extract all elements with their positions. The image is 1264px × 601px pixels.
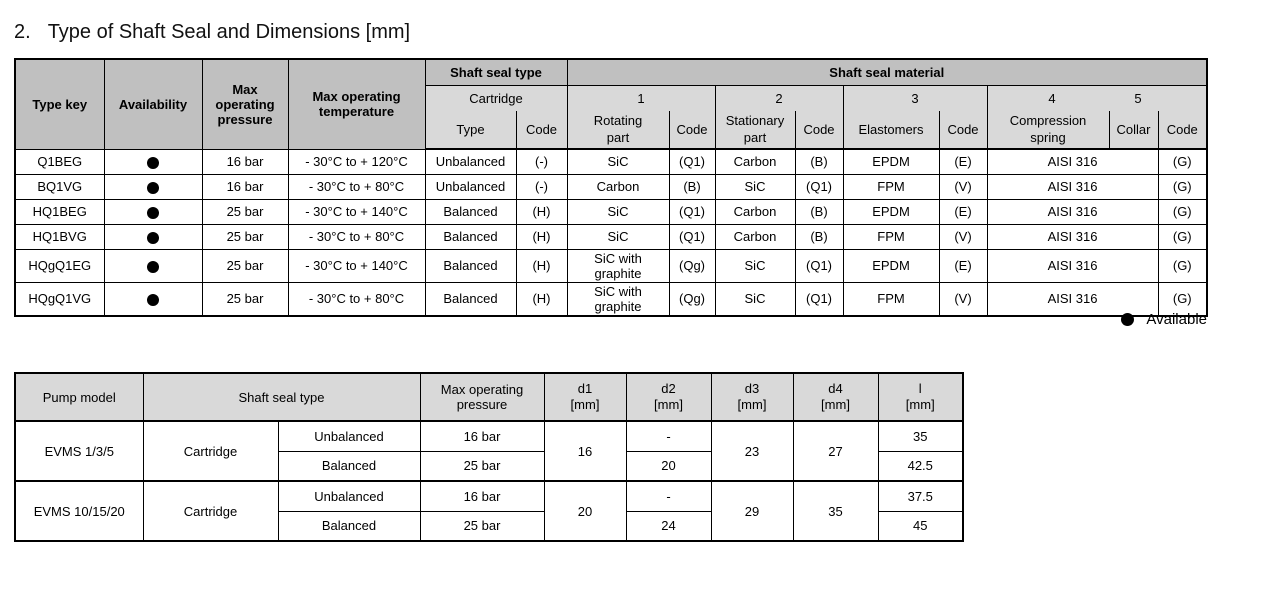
seal-type-code-cell: (H) [516,199,567,224]
col-header-type-key: Type key [15,59,104,149]
material-group-3: 3 [843,85,987,111]
rotating-code-cell: (Q1) [669,224,715,249]
stationary-code-cell: (Q1) [795,249,843,282]
availability-dot-icon [147,261,159,273]
spring-code-cell: (G) [1158,224,1207,249]
type-key-cell: HQ1BEG [15,199,104,224]
col-header-availability: Availability [104,59,202,149]
col-header-pump-model: Pump model [15,373,143,421]
seal-row-hq1beg [15,199,1207,224]
spring-cell: AISI 316 [987,282,1158,316]
temperature-cell: - 30°C to + 120°C [288,149,425,174]
d1-cell: 16 [544,421,626,481]
seal-type-code-cell: (H) [516,249,567,282]
d4-cell: 35 [793,481,878,541]
availability-dot-icon [147,294,159,306]
spring-code-cell: (G) [1158,249,1207,282]
subcol-stationary-code: Code [795,111,843,149]
subcol-elastomers-code: Code [939,111,987,149]
l-cell: 37.5 [878,481,963,511]
elastomers-code-cell: (E) [939,249,987,282]
elastomers-code-cell: (E) [939,149,987,174]
seal-type-code-cell: (H) [516,282,567,316]
col-header-max-pressure: Max operating pressure [202,59,288,149]
stationary-part-cell: SiC [715,174,795,199]
spring-code-cell: (G) [1158,282,1207,316]
cartridge-cell: Cartridge [143,481,278,541]
rotating-code-cell: (Qg) [669,249,715,282]
pressure-cell: 16 bar [202,174,288,199]
l-cell: 35 [878,421,963,451]
type-key-cell: HQ1BVG [15,224,104,249]
l-cell: 42.5 [878,451,963,481]
stationary-part-cell: Carbon [715,199,795,224]
col-header-d3: d3 [mm] [711,373,793,421]
availability-cell [104,174,202,199]
seal-balance-cell: Balanced [278,451,420,481]
d2-cell: - [626,481,711,511]
col-header-max-pressure: Max operating pressure [420,373,544,421]
subgroup-cartridge: Cartridge [425,85,567,111]
temperature-cell: - 30°C to + 80°C [288,282,425,316]
spring-cell: AISI 316 [987,249,1158,282]
material-group-2: 2 [715,85,843,111]
elastomers-code-cell: (V) [939,282,987,316]
material-group-4: 4 [1048,90,1056,106]
temperature-cell: - 30°C to + 80°C [288,224,425,249]
dims-row [15,481,963,511]
material-group-1: 1 [567,85,715,111]
group-header-shaft-seal-material: Shaft seal material [567,59,1207,85]
stationary-code-cell: (Q1) [795,282,843,316]
d2-cell: 20 [626,451,711,481]
seal-row-hqgq1eg [15,249,1207,282]
seal-type-code-cell: (-) [516,174,567,199]
subcol-spring-code: Code [1158,111,1207,149]
group-header-shaft-seal-type: Shaft seal type [425,59,567,85]
section-title-text: Type of Shaft Seal and Dimensions [mm] [47,21,411,43]
pressure-cell: 25 bar [202,224,288,249]
temperature-cell: - 30°C to + 80°C [288,174,425,199]
elastomers-cell: FPM [843,174,939,199]
availability-dot-icon [147,182,159,194]
shaft-seal-spec-table [14,58,1208,317]
seal-type-code-cell: (-) [516,149,567,174]
subcol-compression-spring: Compression spring [987,111,1109,149]
seal-row-q1beg [15,149,1207,174]
spring-code-cell: (G) [1158,199,1207,224]
rotating-code-cell: (Q1) [669,149,715,174]
seal-type-code-cell: (H) [516,224,567,249]
available-dot-icon [1121,313,1134,326]
pressure-cell: 25 bar [202,282,288,316]
col-header-max-temperature: Max operating temperature [288,59,425,149]
type-key-cell: Q1BEG [15,149,104,174]
stationary-part-cell: Carbon [715,149,795,174]
subcol-type-code: Code [516,111,567,149]
col-header-d2: d2 [mm] [626,373,711,421]
seal-balance-cell: Unbalanced [278,481,420,511]
material-group-4-5 [987,85,1207,111]
pressure-cell: 25 bar [202,249,288,282]
seal-type-cell: Unbalanced [425,149,516,174]
rotating-part-cell: Carbon [567,174,669,199]
stationary-part-cell: Carbon [715,224,795,249]
pressure-cell: 16 bar [420,421,544,451]
elastomers-cell: FPM [843,224,939,249]
availability-cell [104,199,202,224]
pressure-cell: 25 bar [202,199,288,224]
subcol-rotating-part: Rotating part [567,111,669,149]
spring-cell: AISI 316 [987,149,1158,174]
d3-cell: 29 [711,481,793,541]
rotating-code-cell: (Q1) [669,199,715,224]
rotating-code-cell: (B) [669,174,715,199]
col-header-d1: d1 [mm] [544,373,626,421]
availability-legend [1121,311,1207,328]
subcol-rotating-code: Code [669,111,715,149]
type-key-cell: BQ1VG [15,174,104,199]
rotating-part-cell: SiC with graphite [567,282,669,316]
availability-dot-icon [147,207,159,219]
col-header-shaft-seal-type: Shaft seal type [143,373,420,421]
seal-type-cell: Balanced [425,249,516,282]
spring-cell: AISI 316 [987,224,1158,249]
section-title [14,20,410,44]
type-key-cell: HQgQ1VG [15,282,104,316]
availability-cell [104,249,202,282]
spring-cell: AISI 316 [987,174,1158,199]
seal-type-cell: Balanced [425,282,516,316]
availability-dot-icon [147,232,159,244]
seal-balance-cell: Unbalanced [278,421,420,451]
rotating-part-cell: SiC with graphite [567,249,669,282]
pump-dimensions-table [14,372,964,542]
rotating-part-cell: SiC [567,199,669,224]
elastomers-code-cell: (V) [939,174,987,199]
d4-cell: 27 [793,421,878,481]
elastomers-code-cell: (V) [939,224,987,249]
pressure-cell: 16 bar [202,149,288,174]
pump-model-cell: EVMS 1/3/5 [15,421,143,481]
pressure-cell: 25 bar [420,451,544,481]
seal-row-hq1bvg [15,224,1207,249]
cartridge-cell: Cartridge [143,421,278,481]
seal-row-bq1vg [15,174,1207,199]
elastomers-cell: EPDM [843,199,939,224]
subcol-type: Type [425,111,516,149]
d3-cell: 23 [711,421,793,481]
dims-row [15,421,963,451]
pump-model-cell: EVMS 10/15/20 [15,481,143,541]
temperature-cell: - 30°C to + 140°C [288,199,425,224]
elastomers-cell: EPDM [843,249,939,282]
subcol-elastomers: Elastomers [843,111,939,149]
seal-type-cell: Balanced [425,199,516,224]
legend-label: Available [1146,311,1207,328]
col-header-l: l [mm] [878,373,963,421]
stationary-code-cell: (Q1) [795,174,843,199]
material-group-5: 5 [1134,90,1142,106]
d2-cell: 24 [626,511,711,541]
stationary-part-cell: SiC [715,249,795,282]
stationary-part-cell: SiC [715,282,795,316]
elastomers-cell: FPM [843,282,939,316]
availability-cell [104,282,202,316]
spring-code-cell: (G) [1158,149,1207,174]
l-cell: 45 [878,511,963,541]
spring-code-cell: (G) [1158,174,1207,199]
subcol-collar: Collar [1109,111,1158,149]
seal-balance-cell: Balanced [278,511,420,541]
elastomers-cell: EPDM [843,149,939,174]
section-number: 2. [14,21,31,43]
temperature-cell: - 30°C to + 140°C [288,249,425,282]
elastomers-code-cell: (E) [939,199,987,224]
type-key-cell: HQgQ1EG [15,249,104,282]
rotating-code-cell: (Qg) [669,282,715,316]
pressure-cell: 25 bar [420,511,544,541]
seal-row-hqgq1vg [15,282,1207,316]
rotating-part-cell: SiC [567,224,669,249]
subcol-stationary-part: Stationary part [715,111,795,149]
col-header-d4: d4 [mm] [793,373,878,421]
pressure-cell: 16 bar [420,481,544,511]
stationary-code-cell: (B) [795,199,843,224]
spring-cell: AISI 316 [987,199,1158,224]
seal-type-cell: Unbalanced [425,174,516,199]
availability-cell [104,224,202,249]
availability-dot-icon [147,157,159,169]
seal-type-cell: Balanced [425,224,516,249]
rotating-part-cell: SiC [567,149,669,174]
d1-cell: 20 [544,481,626,541]
stationary-code-cell: (B) [795,224,843,249]
d2-cell: - [626,421,711,451]
stationary-code-cell: (B) [795,149,843,174]
availability-cell [104,149,202,174]
